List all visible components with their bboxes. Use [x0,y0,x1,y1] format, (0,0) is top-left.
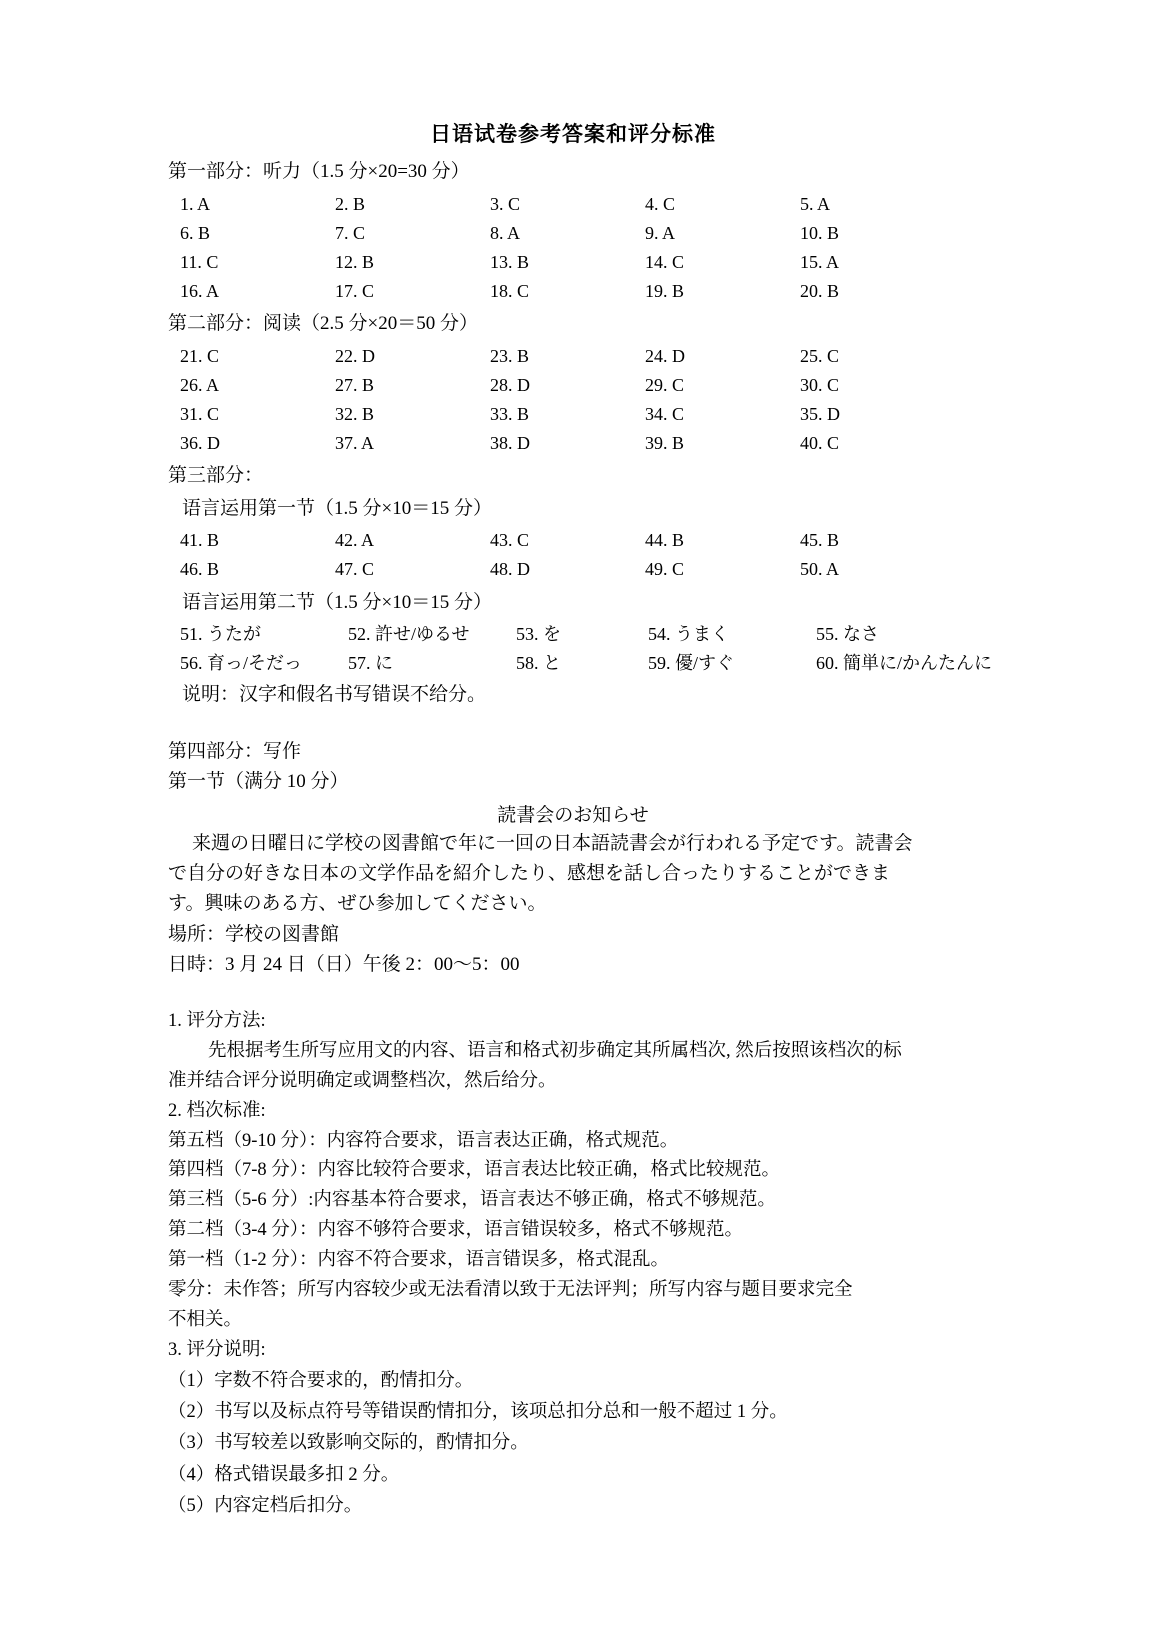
answer-cell: 51. うたが [180,624,261,645]
answer-cell: 55. なさ [816,624,879,645]
part1-heading: 第一部分：听力（1.5 分×20=30 分） [168,161,470,182]
answer-row [180,620,978,649]
sample-line: 場所：学校の図書館 [168,923,340,945]
answer-row [180,371,978,400]
answer-row [180,649,993,678]
answer-cell: 58. と [516,653,561,674]
answer-cell: 3. C [490,193,521,214]
answer-row [180,526,978,555]
answer-cell: 54. うまく [648,624,729,645]
level-line: 第四档（7-8 分）：内容比较符合要求，语言表达比较正确，格式比较规范。 [168,1160,781,1181]
answer-cell: 37. A [335,433,375,454]
answer-cell: 15. A [800,251,840,272]
answer-cell: 19. B [645,280,685,301]
answer-cell: 31. C [180,403,220,424]
explanation-item: （5）内容定档后扣分。 [168,1495,363,1516]
answer-cell: 9. A [645,222,676,243]
level-line: 第二档（3-4 分）：内容不够符合要求，语言错误较多，格式不够规范。 [168,1220,744,1241]
part3-sub2-heading: 语言运用第二节（1.5 分×10＝15 分） [182,591,492,613]
part2-heading: 第二部分：阅读（2.5 分×20＝50 分） [168,313,478,335]
page-title: 日语试卷参考答案和评分标准 [430,123,716,146]
spacer [168,981,978,1007]
answer-cell: 20. B [800,280,840,301]
part3-sub1-heading: 语言运用第一节（1.5 分×10＝15 分） [182,497,492,519]
answer-cell: 17. C [335,280,375,301]
part4-heading: 第四部分：写作 [168,740,302,762]
answer-cell: 14. C [645,251,685,272]
answer-row [180,190,978,219]
answer-cell: 27. B [335,374,375,395]
answer-row [180,429,978,458]
levels-heading: 2. 档次标准: [168,1100,266,1121]
answer-row [180,248,978,277]
level-line: 第一档（1-2 分）：内容不符合要求，语言错误多，格式混乱。 [168,1250,670,1271]
answer-cell: 5. A [800,193,831,214]
sample-line: 来週の日曜日に学校の図書館で年に一回の日本語読書会が行われる予定です。読書会 [192,832,913,854]
part3-note: 说明：汉字和假名书写错误不给分。 [182,684,487,706]
answer-cell: 24. D [645,345,685,366]
answer-cell: 13. B [490,251,530,272]
answer-cell: 56. 育っ/そだっ [180,653,303,674]
answer-cell: 42. A [335,530,375,551]
answer-cell: 26. A [180,374,220,395]
answer-cell: 22. D [335,345,375,366]
answer-cell: 4. C [645,193,676,214]
explanation-item: （4）格式错误最多扣 2 分。 [168,1464,400,1485]
answer-cell: 39. B [645,433,685,454]
answer-cell: 23. B [490,345,530,366]
answer-cell: 57. に [348,653,393,674]
answer-row [180,277,978,306]
answer-cell: 6. B [180,222,211,243]
answer-cell: 7. C [335,222,366,243]
answer-cell: 8. A [490,222,521,243]
level-line: 第五档（9-10 分）：内容符合要求，语言表达正确，格式规范。 [168,1130,679,1151]
answer-cell: 2. B [335,193,366,214]
level-line: 第三档（5-6 分）:内容基本符合要求，语言表达不够正确，格式不够规范。 [168,1190,776,1211]
answer-cell: 53. を [516,624,561,645]
answer-cell: 35. D [800,403,840,424]
document-content [168,118,993,1522]
explanation-item: （1）字数不符合要求的，酌情扣分。 [168,1371,474,1392]
answer-cell: 41. B [180,530,220,551]
answer-cell: 11. C [180,251,219,272]
answer-cell: 32. B [335,403,375,424]
answer-cell: 60. 簡単に/かんたんに [816,653,993,674]
part3-heading: 第三部分： [168,465,264,487]
zero-score-line: 零分：未作答；所写内容较少或无法看清以致于无法评判；所写内容与题目要求完全 [168,1280,853,1301]
answer-row [180,219,978,248]
explanation-heading: 3. 评分说明: [168,1340,266,1361]
answer-cell: 21. C [180,345,220,366]
answer-cell: 12. B [335,251,375,272]
scoring-method-line: 准并结合评分说明确定或调整档次，然后给分。 [168,1070,557,1091]
sample-line: で自分の好きな日本の文学作品を紹介したり、感想を話し合ったりすることができま [168,863,891,885]
answer-cell: 38. D [490,433,530,454]
part4-section1-heading: 第一节（满分 10 分） [168,771,349,793]
answer-cell: 49. C [645,559,685,580]
sample-line: す。興味のある方、ぜひ参加してください。 [168,893,547,915]
answer-cell: 28. D [490,374,530,395]
answer-cell: 48. D [490,559,530,580]
explanation-item: （2）书写以及标点符号等错误酌情扣分，该项总扣分总和一般不超过 1 分。 [168,1402,788,1423]
answer-row [180,555,978,584]
answer-cell: 25. C [800,345,840,366]
answer-cell: 59. 優/すぐ [648,653,735,674]
explanation-item: （3）书写较差以致影响交际的，酌情扣分。 [168,1433,529,1454]
answer-cell: 34. C [645,403,685,424]
sample-line: 日時：3 月 24 日（日）午後 2：00〜5：00 [168,954,520,976]
spacer [168,710,978,736]
answer-cell: 43. C [490,530,530,551]
zero-score-line: 不相关。 [168,1310,243,1331]
answer-cell: 10. B [800,222,840,243]
scoring-method-heading: 1. 评分方法: [168,1010,266,1031]
answer-cell: 44. B [645,530,685,551]
answer-cell: 45. B [800,530,840,551]
answer-cell: 40. C [800,433,840,454]
answer-cell: 50. A [800,559,840,580]
answer-cell: 47. C [335,559,375,580]
answer-row [180,342,978,371]
answer-row [180,400,978,429]
answer-cell: 33. B [490,403,530,424]
answer-cell: 52. 許せ/ゆるせ [348,624,470,645]
answer-cell: 36. D [180,433,220,454]
scoring-method-line: 先根据考生所写应用文的内容、语言和格式初步确定其所属档次, 然后按照该档次的标 [208,1040,902,1061]
answer-cell: 46. B [180,559,220,580]
answer-cell: 29. C [645,374,685,395]
sample-title: 読書会のお知らせ [497,804,649,826]
answer-cell: 18. C [490,280,530,301]
answer-cell: 1. A [180,193,211,214]
answer-cell: 30. C [800,374,840,395]
answer-cell: 16. A [180,280,220,301]
